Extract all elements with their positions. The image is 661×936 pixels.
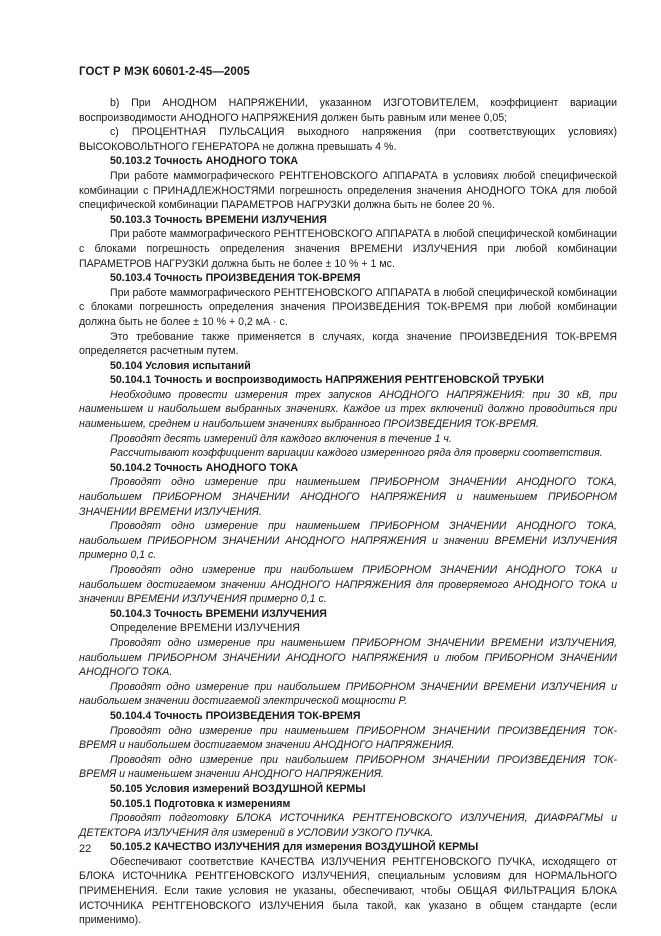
paragraph: Проводят одно измерение при наименьшем ПРИБОРНОМ ЗНАЧЕНИИ ВРЕМЕНИ ИЗЛУЧЕНИЯ, наибольшем ПРИБОРНОМ ЗНАЧЕНИИ АНОДНОГО НАПРЯЖЕНИЯ и любом ПРИБОРНОМ ЗНАЧЕНИИ АНОДНОГО ТОКА. — [79, 636, 617, 679]
paragraph: b) При АНОДНОМ НАПРЯЖЕНИИ, указанном ИЗГОТОВИТЕЛЕМ, коэффициент вариации воспроизводимости АНОДНОГО НАПРЯЖЕНИЯ должен быть равным или менее 0,05; — [79, 97, 617, 124]
section-heading: 50.103.3 Точность ВРЕМЕНИ ИЗЛУЧЕНИЯ — [110, 213, 327, 226]
section-heading: 50.105 Условия измерений ВОЗДУШНОЙ КЕРМЫ — [110, 782, 366, 795]
paragraph: Определение ВРЕМЕНИ ИЗЛУЧЕНИЯ — [110, 622, 300, 635]
document-header: ГОСТ Р МЭК 60601-2-45—2005 — [79, 66, 250, 78]
paragraph: Проводят одно измерение при наибольшем ПРИБОРНОМ ЗНАЧЕНИИ ВРЕМЕНИ ИЗЛУЧЕНИЯ и наибольшем значении достигаемой электрической мощности P. — [79, 680, 617, 708]
paragraph: При работе маммографического РЕНТГЕНОВСКОГО АППАРАТА в любой специфической комбинации с блоками погрешность определения значения ВРЕМЕНИ ИЗЛУЧЕНИЯ при любой комбинации ПАРАМЕТРОВ НАГРУЗКИ должна быть не более ± 10 % + 1 мс. — [79, 228, 617, 270]
paragraph: Это требование также применяется в случаях, когда значение ПРОИЗВЕДЕНИЯ ТОК-ВРЕМЯ определяется расчетным путем. — [79, 330, 617, 358]
section-heading: 50.105.1 Подготовка к измерениям — [110, 797, 291, 810]
paragraph: Проводят одно измерение при наименьшем ПРИБОРНОМ ЗНАЧЕНИИ АНОДНОГО ТОКА, наибольшем ПРИБОРНОМ ЗНАЧЕНИИ АНОДНОГО НАПРЯЖЕНИЯ и значении ВРЕМЕНИ ИЗЛУЧЕНИЯ примерно 0,1 с. — [79, 520, 617, 562]
paragraph: Проводят одно измерение при наибольшем ПРИБОРНОМ ЗНАЧЕНИИ ПРОИЗВЕДЕНИЯ ТОК-ВРЕМЯ и наименьшем значении АНОДНОГО НАПРЯЖЕНИЯ. — [79, 753, 617, 781]
paragraph: Проводят подготовку БЛОКА ИСТОЧНИКА РЕНТГЕНОВСКОГО ИЗЛУЧЕНИЯ, ДИАФРАГМЫ и ДЕТЕКТОРА ИЗЛУЧЕНИЯ для измерений в УСЛОВИИ УЗКОГО ПУЧКА. — [79, 812, 617, 839]
section-heading: 50.103.4 Точность ПРОИЗВЕДЕНИЯ ТОК-ВРЕМЯ — [110, 272, 361, 285]
section-heading: 50.104.2 Точность АНОДНОГО ТОКА — [110, 461, 299, 474]
paragraph: Необходимо провести измерения трех запусков АНОДНОГО НАПРЯЖЕНИЯ: при 30 кВ, при наименьшем и наибольшем выбранных значениях. Каждое из трех включений должно проводиться при наименьшем, среднем и наибольшем значениях выбранного ПРОИЗВЕДЕНИЯ ТОК-ВРЕМЯ. — [79, 388, 617, 431]
section-heading: 50.104 Условия испытаний — [110, 359, 251, 372]
section-heading: 50.104.1 Точность и воспроизводимость НАПРЯЖЕНИЯ РЕНТГЕНОВСКОЙ ТРУБКИ — [110, 374, 544, 387]
paragraph: Проводят одно измерение при наибольшем ПРИБОРНОМ ЗНАЧЕНИИ АНОДНОГО ТОКА и наибольшем достигаемом значении АНОДНОГО НАПРЯЖЕНИЯ для проверяемого АНОДНОГО ТОКА и значении ВРЕМЕНИ ИЗЛУЧЕНИЯ примерно 0,1 с. — [79, 564, 617, 606]
section-heading: 50.104.4 Точность ПРОИЗВЕДЕНИЯ ТОК-ВРЕМЯ — [110, 709, 361, 722]
section-heading: 50.104.3 Точность ВРЕМЕНИ ИЗЛУЧЕНИЯ — [110, 607, 327, 620]
section-heading: 50.105.2 КАЧЕСТВО ИЗЛУЧЕНИЯ для измерения ВОЗДУШНОЙ КЕРМЫ — [110, 841, 479, 854]
paragraph: Обеспечивают соответствие КАЧЕСТВА ИЗЛУЧЕНИЯ РЕНТГЕНОВСКОГО ПУЧКА, исходящего от БЛОКА ИСТОЧНИКА РЕНТГЕНОВСКОГО ИЗЛУЧЕНИЯ, специальным условиям для НОРМАЛЬНОГО ПРИМЕНЕНИЯ. Если такие условия не указаны, обеспечивают, чтобы ОБЩАЯ ФИЛЬТРАЦИЯ БЛОКА ИСТОЧНИКА РЕНТГЕНОВСКОГО ИЗЛУЧЕНИЯ была такой, как указано в общем стандарте (если применимо). — [79, 855, 617, 927]
paragraph: Проводят одно измерение при наименьшем ПРИБОРНОМ ЗНАЧЕНИИ АНОДНОГО ТОКА, наибольшем ПРИБОРНОМ ЗНАЧЕНИИ АНОДНОГО НАПРЯЖЕНИЯ и наименьшем ПРИБОРНОМ ЗНАЧЕНИИ ВРЕМЕНИ ИЗЛУЧЕНИЯ. — [79, 476, 617, 518]
paragraph: c) ПРОЦЕНТНАЯ ПУЛЬСАЦИЯ выходного напряжения (при соответствующих условиях) ВЫСОКОВОЛЬТНОГО ГЕНЕРАТОРА не должна превышать 4 %. — [79, 126, 617, 153]
paragraph: Проводят одно измерение при наименьшем ПРИБОРНОМ ЗНАЧЕНИИ ПРОИЗВЕДЕНИЯ ТОК-ВРЕМЯ и наибольшем достигаемом значении АНОДНОГО НАПРЯЖЕНИЯ. — [79, 724, 617, 752]
section-heading: 50.103.2 Точность АНОДНОГО ТОКА — [110, 155, 299, 168]
paragraph: Проводят десять измерений для каждого включения в течение 1 ч. — [110, 432, 452, 445]
paragraph: При работе маммографического РЕНТГЕНОВСКОГО АППАРАТА в условиях любой специфической комбинации с ПРИНАДЛЕЖНОСТЯМИ погрешность определения значения АНОДНОГО ТОКА для любой специфической комбинации ПАРАМЕТРОВ НАГРУЗКИ должна быть не более 20 %. — [79, 169, 617, 212]
page-number: 22 — [79, 843, 92, 855]
paragraph: Рассчитывают коэффициент вариации каждого измеренного ряда для проверки соответствия. — [110, 447, 603, 460]
document-body — [79, 96, 617, 928]
paragraph: При работе маммографического РЕНТГЕНОВСКОГО АППАРАТА в любой специфической комбинации с блоками погрешность определения значения ПРОИЗВЕДЕНИЯ ТОК-ВРЕМЯ при любой комбинации должна быть не более ± 10 % + 0,2 мА · с. — [79, 286, 617, 328]
